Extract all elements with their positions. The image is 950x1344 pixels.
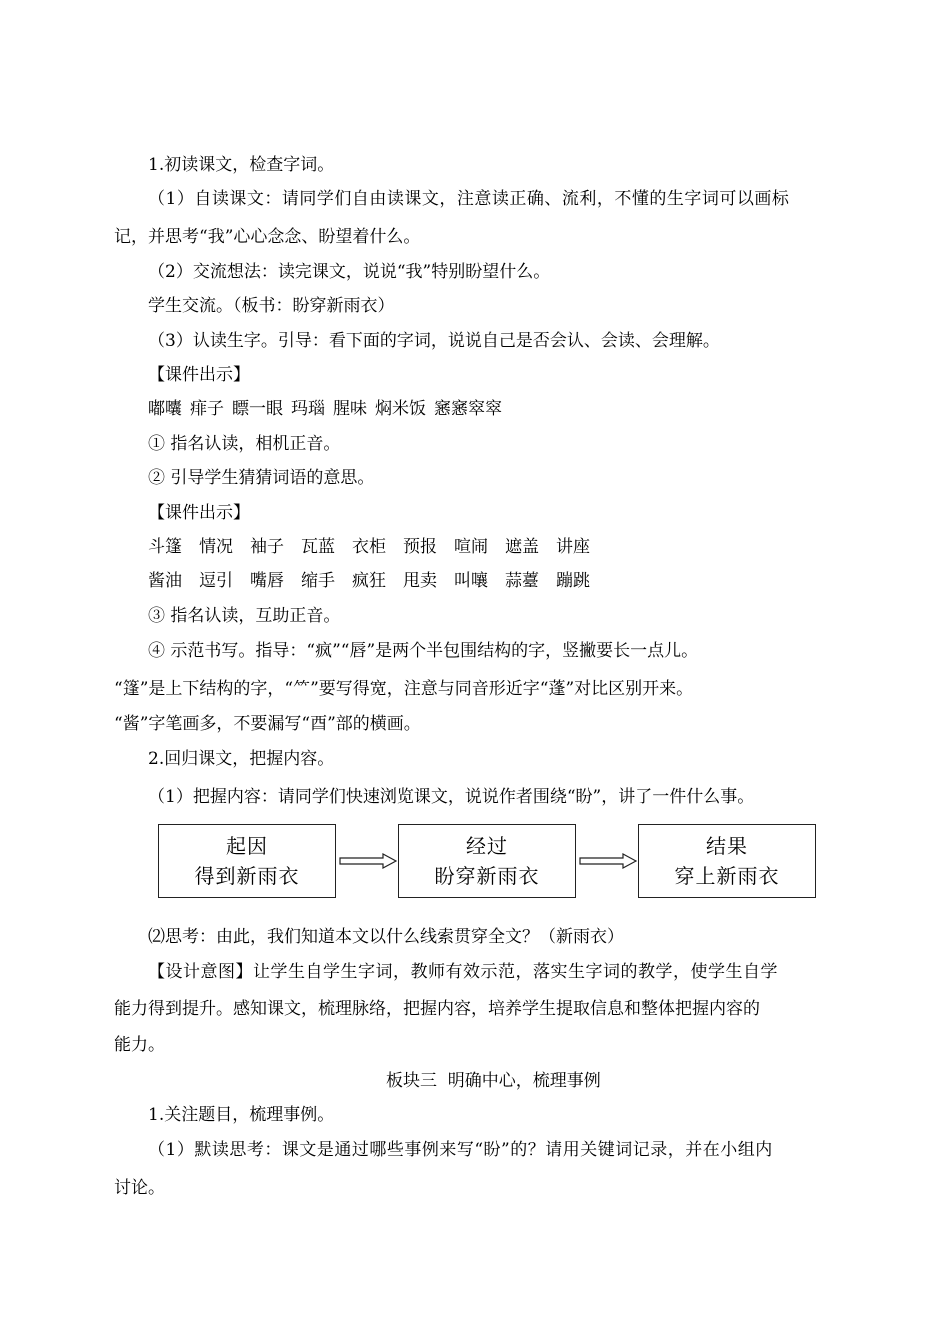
word: 疯狂 [352,571,386,591]
paragraph-exchange: （2）交流想法：读完课文，说说“我”特别盼望什么。 [148,262,551,282]
word: 预报 [403,537,437,557]
word: 叫嚷 [454,571,488,591]
section-3-heading: 1.关注题目，梳理事例。 [148,1105,335,1125]
courseware-label-2: 【课件出示】 [148,503,250,523]
paragraph-student-exchange: 学生交流。（板书：盼穿新雨衣） [148,296,395,316]
word: 讲座 [556,537,590,557]
word: 喧闹 [454,537,488,557]
flow-box-text: 盼穿新雨衣 [434,864,540,888]
paragraph-grasp-content: （1）把握内容：请同学们快速浏览课文，说说作者围绕“盼”，讲了一件什么事。 [148,787,755,807]
flow-box-label: 结果 [706,834,748,858]
word: 痱子 [190,399,224,419]
story-flow-diagram [158,824,818,900]
word: 焖米饭 [375,399,426,419]
word: 玛瑙 [291,399,325,419]
block-3-heading: 板块三 明确中心，梳理事例 [386,1071,601,1091]
word: 蒜薹 [505,571,539,591]
word: 窸窸窣窣 [434,399,502,419]
arrow-right-icon [579,853,637,869]
step-4-cont-2: “酱”字笔画多，不要漏写“酉”部的横画。 [114,714,421,734]
paragraph-silent-read: （1）默读思考：课文是通过哪些事例来写“盼”的？请用关键词记录，并在小组内 [148,1140,773,1160]
paragraph-silent-read-cont: 讨论。 [114,1178,165,1198]
flow-box-label: 经过 [466,834,508,858]
flow-box-process [398,824,576,898]
word: 腥味 [333,399,367,419]
design-intent-cont-2: 能力。 [114,1035,165,1055]
design-intent: 【设计意图】让学生自学生字词，教师有效示范，落实生字词的教学，使学生自学 [148,962,778,982]
flow-box-result [638,824,816,898]
section-2-heading: 2.回归课文，把握内容。 [148,749,335,769]
design-intent-cont-1: 能力得到提升。感知课文，梳理脉络，把握内容，培养学生提取信息和整体把握内容的 [114,999,760,1019]
word: 衣柜 [352,537,386,557]
word: 蹦跳 [556,571,590,591]
step-3: ③ 指名认读，互助正音。 [148,606,341,626]
section-1-heading: 1.初读课文，检查字词。 [148,155,335,175]
paragraph-recognize: （3）认读生字。引导：看下面的字词，说说自己是否会认、会读、会理解。 [148,331,720,351]
word-list-2 [148,536,607,558]
word: 嘴唇 [250,571,284,591]
flow-box-text: 穿上新雨衣 [674,864,780,888]
flow-box-text: 得到新雨衣 [194,864,300,888]
paragraph-thinking: ⑵思考：由此，我们知道本文以什么线索贯穿全文？（新雨衣） [148,927,624,947]
step-4: ④ 示范书写。指导：“疯”“唇”是两个半包围结构的字，竖撇要长一点儿。 [148,641,699,661]
word: 遮盖 [505,537,539,557]
step-1: ① 指名认读，相机正音。 [148,434,341,454]
word: 袖子 [250,537,284,557]
word: 嘟囔 [148,399,182,419]
word: 逗引 [199,571,233,591]
paragraph-self-read: （1）自读课文：请同学们自由读课文，注意读正确、流利，不懂的生字词可以画标 [148,189,790,209]
courseware-label-1: 【课件出示】 [148,365,250,385]
flow-box-label: 起因 [226,834,268,858]
word-list-1 [148,398,510,420]
word-list-3 [148,570,607,592]
word: 缩手 [301,571,335,591]
word: 瓦蓝 [301,537,335,557]
word: 瞟一眼 [232,399,283,419]
flow-box-cause [158,824,336,898]
word: 斗篷 [148,537,182,557]
step-4-cont-1: “篷”是上下结构的字，“⺮”要写得宽，注意与同音形近字“蓬”对比区别开来。 [114,679,694,699]
word: 甩卖 [403,571,437,591]
paragraph-self-read-cont: 记，并思考“我”心心念念、盼望着什么。 [114,227,421,247]
step-2: ② 引导学生猜猜词语的意思。 [148,468,375,488]
arrow-right-icon [339,853,397,869]
word: 情况 [199,537,233,557]
word: 酱油 [148,571,182,591]
